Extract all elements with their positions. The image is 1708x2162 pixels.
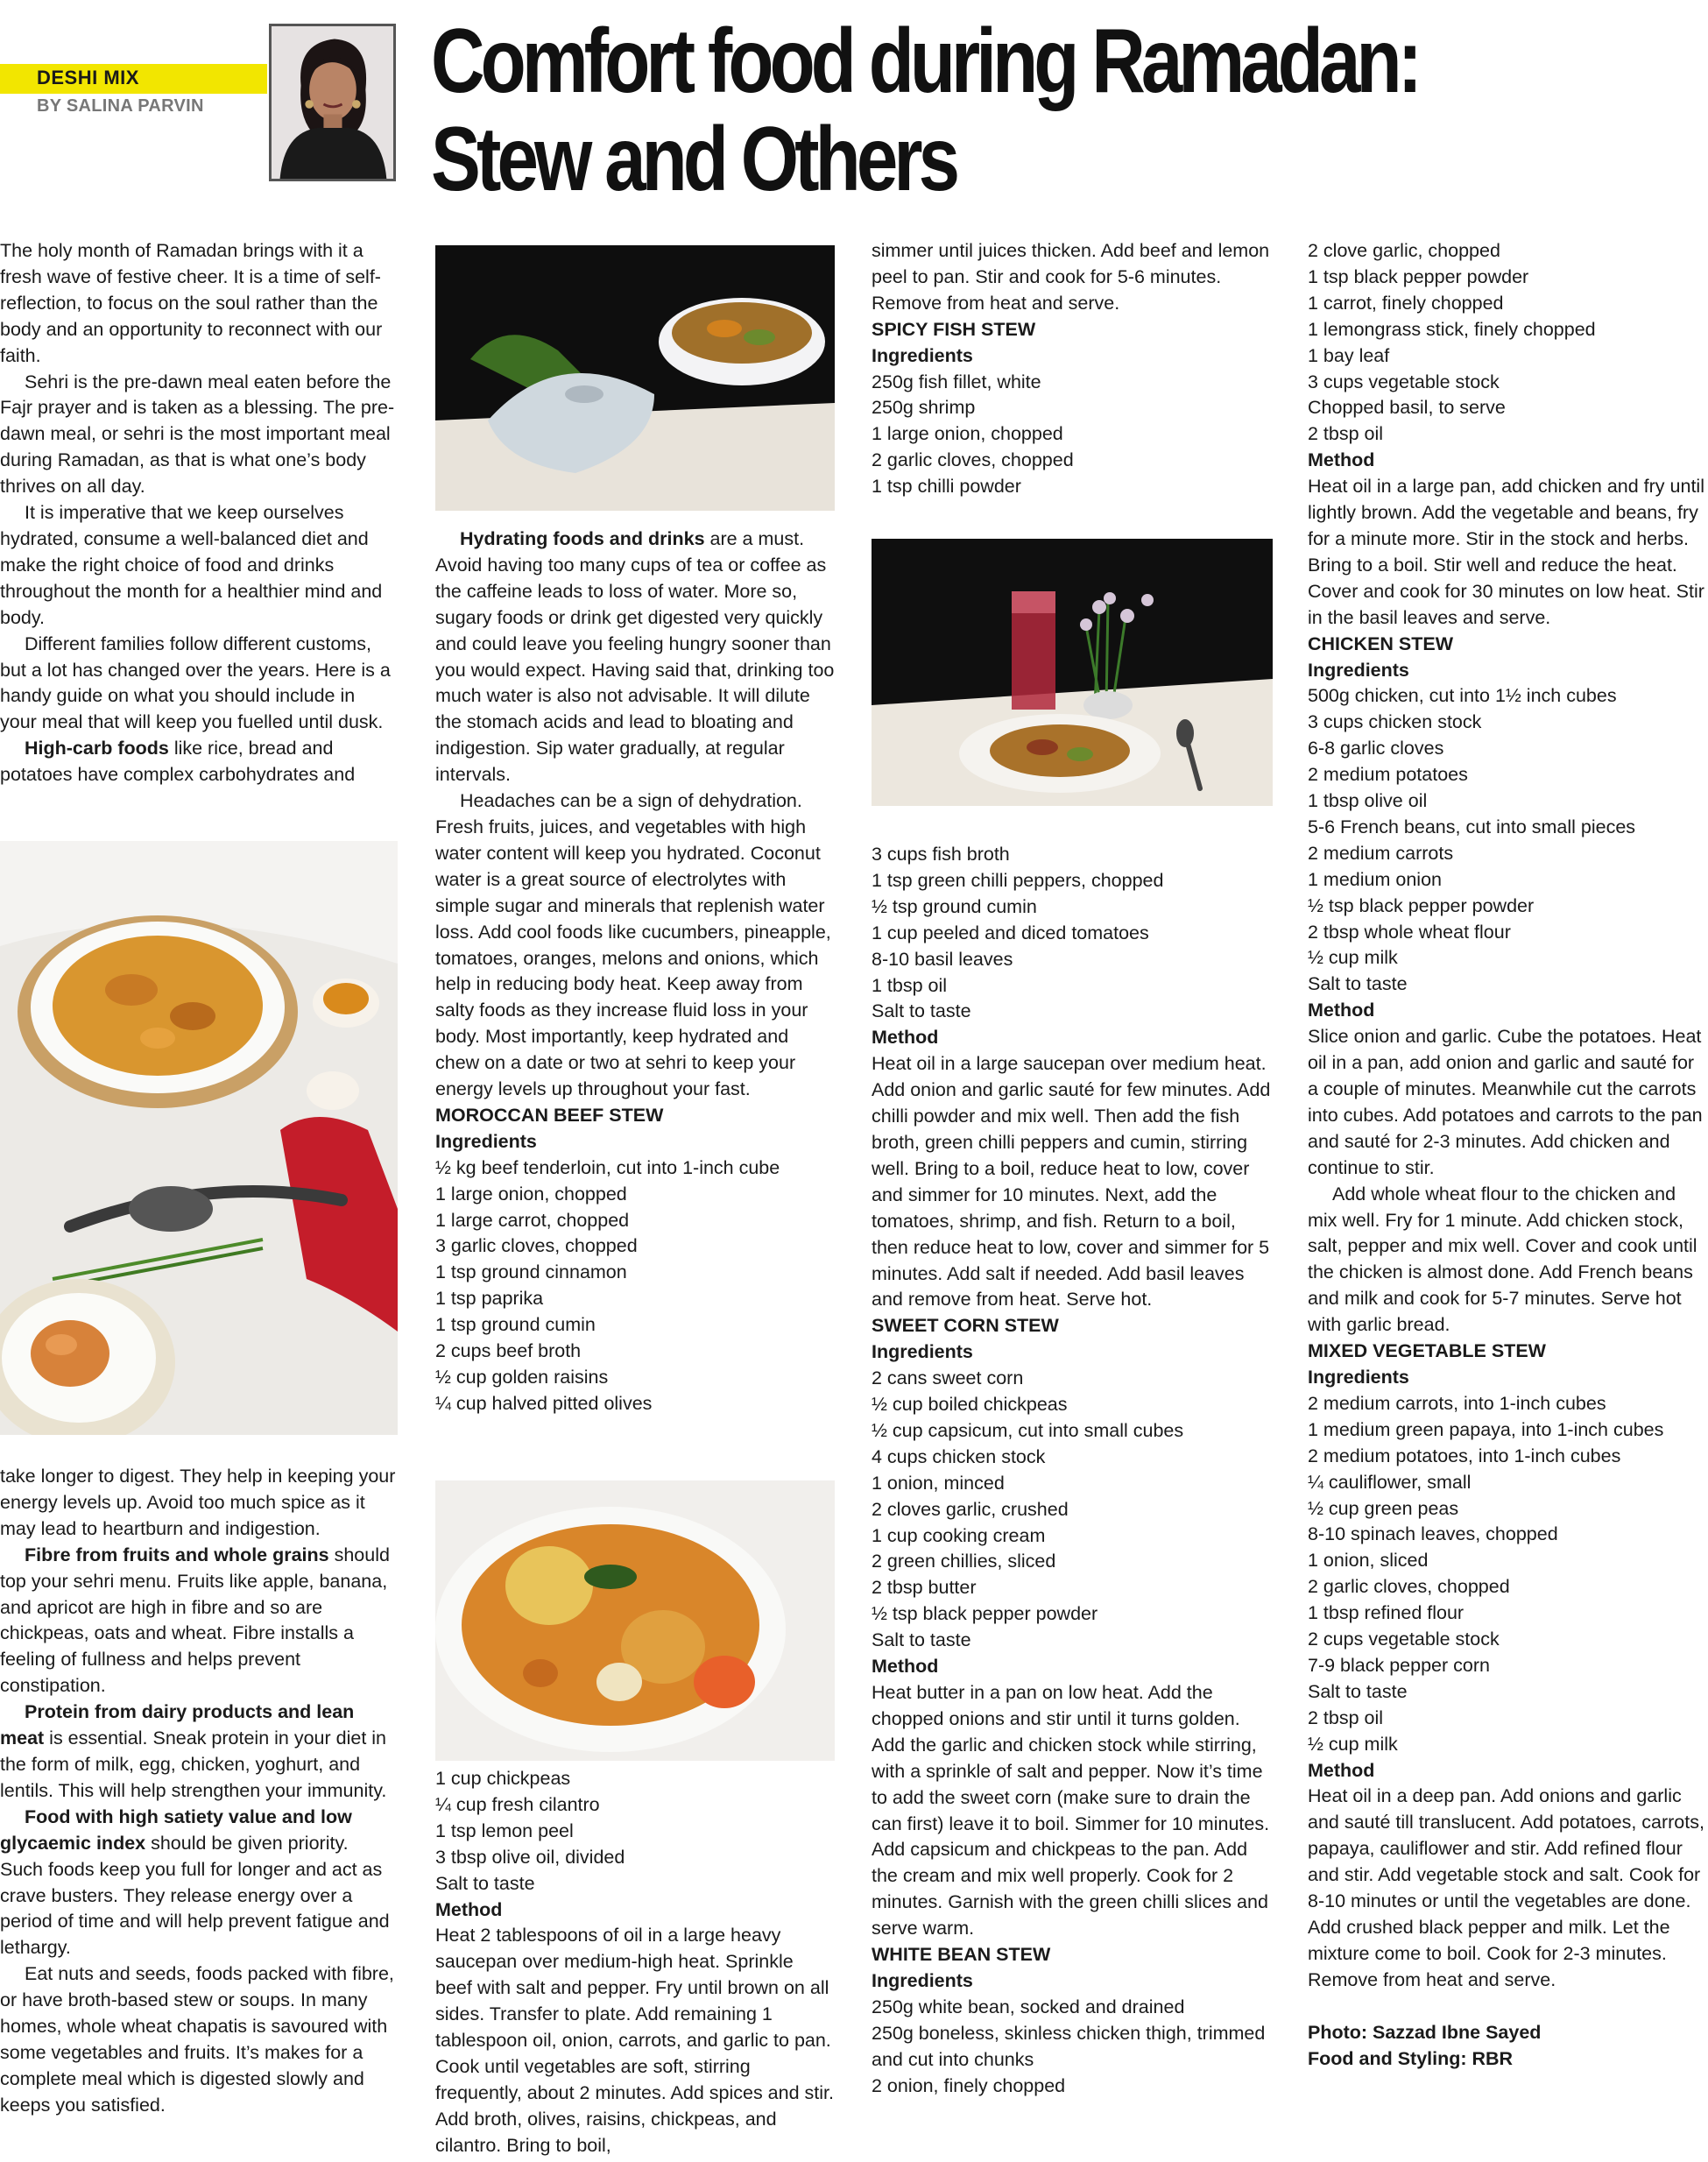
headline-line-2: Stew and Others <box>431 109 956 210</box>
paragraph: The holy month of Ramadan brings with it a fresh wave of festive cheer. It is a time of self-reflection, to focus on the soul rather than the body and an opportunity to reconnect with our faith. <box>0 240 383 366</box>
ingredient: Chopped basil, to serve <box>1308 397 1506 419</box>
recipe-title-whitebean: WHITE BEAN STEW <box>872 1944 1051 1966</box>
recipe-title-chicken: CHICKEN STEW <box>1308 632 1454 654</box>
photo-tureen-stew <box>435 245 835 511</box>
ingredient: 250g white bean, socked and drained <box>872 1996 1185 2017</box>
ingredient: ½ tsp black pepper powder <box>1308 894 1535 916</box>
ingredient: 1 medium onion <box>1308 868 1442 890</box>
ingredient: ½ cup capsicum, cut into small cubes <box>872 1419 1184 1441</box>
ingredient: 6-8 garlic cloves <box>1308 738 1444 760</box>
paragraph: Hydrating foods and drinks are a must. Avoid having too many cups of tea or coffee as the caffeine leads to loss of water. More so, sugary foods or drink get digested very quickly and could leave you feeling hungry sooner than you would expect. Having said that, drinking too much water is also not advisable. It will dilute the stomach acids and lead to bloating and indigestion. Sip water gradually, at regular intervals. <box>435 528 835 786</box>
ingredient: 1 lemongrass stick, finely chopped <box>1308 318 1596 340</box>
paragraph: Protein from dairy products and lean meat is essential. Sneak protein in your diet in the form of milk, egg, chicken, yoghurt, and lentils. This will help strengthen your immunity. <box>0 1701 387 1801</box>
ingredient: 1 cup peeled and diced tomatoes <box>872 922 1149 943</box>
ingredient: 1 tsp lemon peel <box>435 1819 574 1841</box>
ingredient: 1 cup cooking cream <box>872 1524 1046 1546</box>
column-1-intro <box>0 238 396 788</box>
photo-vegetable-stew <box>435 1480 835 1761</box>
byline: BY SALINA PARVIN <box>37 96 204 116</box>
ingredient: ½ cup green peas <box>1308 1497 1459 1519</box>
ingredients-label: Ingredients <box>435 1130 537 1152</box>
recipe-title-moroccan: MOROCCAN BEEF STEW <box>435 1104 664 1126</box>
ingredient: 7-9 black pepper corn <box>1308 1654 1490 1676</box>
ingredient: 3 tbsp olive oil, divided <box>435 1846 625 1868</box>
method-label: Method <box>1308 1759 1375 1781</box>
ingredient: 1 tbsp oil <box>872 974 948 996</box>
method-label: Method <box>1308 449 1375 471</box>
section-kicker: DESHI MIX <box>37 67 139 88</box>
ingredient: ½ cup golden raisins <box>435 1367 609 1388</box>
ingredient: Salt to taste <box>872 1000 971 1022</box>
column-2-moroccan-cont <box>435 1766 835 2159</box>
bold-lead: Food with high satiety value and low glycaemic index <box>0 1805 352 1854</box>
ingredient: 1 tbsp refined flour <box>1308 1602 1465 1624</box>
ingredients-label: Ingredients <box>1308 659 1409 681</box>
ingredient: 2 green chillies, sliced <box>872 1551 1056 1572</box>
ingredient: 2 medium carrots <box>1308 842 1454 864</box>
recipe-title-fish: SPICY FISH STEW <box>872 318 1036 340</box>
ingredient: 8-10 basil leaves <box>872 948 1013 970</box>
ingredient: 3 cups chicken stock <box>1308 711 1482 733</box>
method-text: Heat oil in a deep pan. Add onions and garlic and sauté till translucent. Add potatoes, carrots, papaya, cauliflower and stir. Add refined flour and stir. Add vegetable stock and salt. Cook for 8-10 minutes or until the vegetables are done. Add crushed black pepper and milk. Let the mixture come to boil. Cook for 2-3 minutes. Remove from heat and serve. <box>1308 1785 1704 1990</box>
bold-lead: High-carb foods <box>25 738 169 760</box>
ingredient: 500g chicken, cut into 1½ inch cubes <box>1308 685 1617 707</box>
paragraph: It is imperative that we keep ourselves hydrated, consume a well-balanced diet and make the right choice of food and drinks throughout the month for a healthier mind and body. <box>0 502 383 628</box>
recipe-title-corn: SWEET CORN STEW <box>872 1315 1059 1337</box>
ingredient: 250g boneless, skinless chicken thigh, trimmed and cut into chunks <box>872 2022 1266 2070</box>
ingredient: ¼ cup halved pitted olives <box>435 1392 653 1414</box>
ingredient: 2 tbsp oil <box>1308 423 1384 445</box>
headline <box>431 12 1450 208</box>
paragraph: Eat nuts and seeds, foods packed with fibre, or have broth-based stew or soups. In many homes, whole wheat chapatis is savoured with some vegetables and fruits. It’s makes for a complete meal which is digested slowly and keeps you satisfied. <box>0 1963 394 2116</box>
method-text: Heat butter in a pan on low heat. Add the chopped onions and stir until it turns golden. Add the garlic and chicken stock while stirring, with a sprinkle of salt and pepper. Now it’s time to add the sweet corn (make sure to drain the can first) leave it to boil. Simmer for 10 minutes. Add capsicum and chickpeas to the pan. Add the cream and mix well properly. Cook for 2 minutes. Garnish with the green chilli slices and serve warm. <box>872 1682 1270 1939</box>
ingredient: 8-10 spinach leaves, chopped <box>1308 1523 1558 1545</box>
method-text: Heat oil in a large saucepan over medium heat. Add onion and garlic sauté for few minutes. Add chilli powder and mix well. Then add the fish broth, green chilli peppers and cumin, stirring well. Bring to a boil, reduce heat to low, cover and simmer for 10 minutes. Next, add the tomatoes, shrimp, and fish. Return to a boil, then reduce heat to low, cover and simmer for 5 minutes. Add salt if needed. Add basil leaves and remove from heat. Serve hot. <box>872 1053 1271 1311</box>
ingredient: 1 large onion, chopped <box>872 423 1063 445</box>
ingredient: ½ tsp black pepper powder <box>872 1603 1098 1625</box>
ingredients-label: Ingredients <box>1308 1366 1409 1388</box>
ingredient: 2 tbsp butter <box>872 1577 977 1599</box>
ingredient: 5-6 French beans, cut into small pieces <box>1308 816 1636 837</box>
ingredient: 250g fish fillet, white <box>872 371 1041 392</box>
ingredient: 2 garlic cloves, chopped <box>1308 1576 1510 1598</box>
paragraph: Headaches can be a sign of dehydration. Fresh fruits, juices, and vegetables with high water content will keep you hydrated. Coconut water is a great source of electrolytes with simple sugar and minerals that replenish water loss. Add cool foods like cucumbers, pineapple, tomatoes, oranges, melons and onions, which help in reducing body heat. Keep away from salty foods as they increase fluid loss in your body. Most importantly, keep hydrated and chew on a date or two at sehri to keep your energy levels up throughout your fast. <box>435 790 831 1100</box>
ingredient: ½ cup milk <box>1308 947 1398 969</box>
ingredients-label: Ingredients <box>872 344 973 366</box>
method-label: Method <box>872 1027 939 1049</box>
method-label: Method <box>1308 1000 1375 1021</box>
ingredient: 2 garlic cloves, chopped <box>872 449 1074 471</box>
ingredient: 2 medium potatoes, into 1-inch cubes <box>1308 1445 1621 1466</box>
styling-credit: Food and Styling: RBR <box>1308 2047 1514 2069</box>
ingredient: 1 large carrot, chopped <box>435 1209 630 1231</box>
method-text: simmer until juices thicken. Add beef and lemon peel to pan. Stir and cook for 5-6 minutes. Remove from heat and serve. <box>872 240 1270 314</box>
ingredient: ½ cup boiled chickpeas <box>872 1394 1068 1416</box>
column-3-recipes <box>872 842 1273 2100</box>
ingredient: 2 clove garlic, chopped <box>1308 240 1500 261</box>
bold-lead: Protein from dairy products and lean meat <box>0 1701 355 1749</box>
ingredient: 2 cups beef broth <box>435 1340 582 1362</box>
ingredient: 1 tbsp olive oil <box>1308 790 1428 812</box>
paragraph: take longer to digest. They help in keeping your energy levels up. Avoid too much spice as it may lead to heartburn and indigestion. <box>0 1466 396 1539</box>
ingredient: 2 cans sweet corn <box>872 1367 1024 1389</box>
ingredient: 2 cloves garlic, crushed <box>872 1498 1069 1520</box>
ingredient: 1 onion, minced <box>872 1472 1005 1494</box>
ingredient: 1 tsp ground cinnamon <box>435 1261 627 1283</box>
photo-credit: Photo: Sazzad Ibne Sayed <box>1308 2021 1542 2043</box>
ingredient: 2 tbsp whole wheat flour <box>1308 921 1511 943</box>
paragraph: Food with high satiety value and low glycaemic index should be given priority. Such foods keep you full for longer and act as crave busters. They release energy over a period of time and will help prevent fatigue and lethargy. <box>0 1805 390 1959</box>
spacer <box>1308 1994 1708 2020</box>
ingredient: 1 tsp chilli powder <box>872 476 1021 498</box>
headline-line-1: Comfort food during Ramadan: <box>431 11 1419 112</box>
ingredient: Salt to taste <box>1308 1680 1408 1702</box>
ingredient: ¼ cauliflower, small <box>1308 1471 1472 1493</box>
ingredient: 1 cup chickpeas <box>435 1768 571 1789</box>
ingredient: 3 garlic cloves, chopped <box>435 1235 638 1257</box>
method-text: Slice onion and garlic. Cube the potatoes. Heat oil in a pan, add onion and garlic and sauté for a couple of minutes. Meanwhile cut the carrots into cubes. Add potatoes and carrots to the pan and sauté for 2-3 minutes. Add chicken and continue to stir. <box>1308 1026 1703 1178</box>
photo-fish-stew <box>0 841 398 1435</box>
ingredient: 1 large onion, chopped <box>435 1183 627 1205</box>
method-label: Method <box>872 1656 939 1678</box>
paragraph: High-carb foods like rice, bread and potatoes have complex carbohydrates and <box>0 738 356 786</box>
bold-lead: Hydrating foods and drinks <box>460 528 705 549</box>
author-photo <box>269 24 396 181</box>
ingredient: 4 cups chicken stock <box>872 1445 1046 1467</box>
ingredient: 1 carrot, finely chopped <box>1308 292 1504 314</box>
ingredient: 3 cups fish broth <box>872 844 1010 865</box>
ingredient: 250g shrimp <box>872 397 976 419</box>
ingredient: 1 medium green papaya, into 1-inch cubes <box>1308 1418 1664 1440</box>
ingredient: ½ cup milk <box>1308 1733 1398 1755</box>
ingredient: 1 bay leaf <box>1308 344 1390 366</box>
ingredient: 3 cups vegetable stock <box>1308 371 1500 392</box>
ingredient: Salt to taste <box>1308 973 1408 995</box>
paragraph: Sehri is the pre-dawn meal eaten before the Fajr prayer and is taken as a blessing. The pre-dawn meal, or sehri is the most important meal during Ramadan, as that is what one’s body thrives on all day. <box>0 371 395 498</box>
ingredient: ½ tsp ground cumin <box>872 895 1037 917</box>
bold-lead: Fibre from fruits and whole grains <box>25 1544 329 1565</box>
ingredient: ½ kg beef tenderloin, cut into 1-inch cube <box>435 1156 780 1178</box>
ingredient: 1 onion, sliced <box>1308 1550 1429 1572</box>
ingredients-label: Ingredients <box>872 1341 973 1363</box>
ingredient: 2 medium potatoes <box>1308 764 1468 786</box>
column-2-hydration <box>435 526 835 1417</box>
ingredient: 1 tsp paprika <box>435 1288 544 1310</box>
ingredient: 1 tsp ground cumin <box>435 1314 596 1336</box>
method-text: Heat 2 tablespoons of oil in a large heavy saucepan over medium-high heat. Sprinkle beef with salt and pepper. Fry until brown on all sides. Transfer to plate. Add remaining 1 tablespoon oil, onion, carrots, and garlic to pan. Cook until vegetables are soft, stirring frequently, about 2 minutes. Add spices and stir. Add broth, olives, raisins, chickpeas, and cilantro. Bring to boil, <box>435 1925 834 2156</box>
ingredient: Salt to taste <box>872 1629 971 1651</box>
ingredient: 1 tsp black pepper powder <box>1308 265 1529 287</box>
method-text: Add whole wheat flour to the chicken and mix well. Fry for 1 minute. Add chicken stock, salt, pepper and mix well. Cover and cook until the chicken is almost done. Add French beans and milk and cook for 5-7 minutes. Serve hot with garlic bread. <box>1308 1183 1697 1336</box>
recipe-title-mixed: MIXED VEGETABLE STEW <box>1308 1340 1546 1362</box>
ingredient: ¼ cup fresh cilantro <box>435 1793 600 1815</box>
paragraph: Different families follow different customs, but a lot has changed over the years. Here is a handy guide on what you should include in your meal that will keep you fuelled until dusk. <box>0 632 391 733</box>
paragraph: Fibre from fruits and whole grains should top your sehri menu. Fruits like apple, banana, and apricot are high in fibre and so are chickpeas, oats and wheat. Fibre installs a feeling of fullness and helps prevent constipation. <box>0 1544 390 1697</box>
ingredient: 2 tbsp oil <box>1308 1706 1384 1728</box>
ingredient: 2 medium carrots, into 1-inch cubes <box>1308 1392 1606 1414</box>
column-4-recipes <box>1308 238 1708 2072</box>
ingredient: 2 cups vegetable stock <box>1308 1629 1500 1650</box>
ingredient: 1 tsp green chilli peppers, chopped <box>872 869 1164 891</box>
method-label: Method <box>435 1898 503 1920</box>
column-3-top <box>872 238 1273 500</box>
column-1-tips <box>0 1464 396 2119</box>
ingredient: 2 onion, finely chopped <box>872 2074 1066 2096</box>
ingredient: Salt to taste <box>435 1872 535 1894</box>
ingredients-label: Ingredients <box>872 1969 973 1991</box>
photo-drink-stew <box>872 539 1273 806</box>
method-text: Heat oil in a large pan, add chicken and fry until lightly brown. Add the vegetable and beans, fry for a minute more. Stir in the stock and herbs. Bring to a boil. Stir well and reduce the heat. Cover and cook for 30 minutes on low heat. Stir in the basil leaves and serve. <box>1308 476 1704 628</box>
